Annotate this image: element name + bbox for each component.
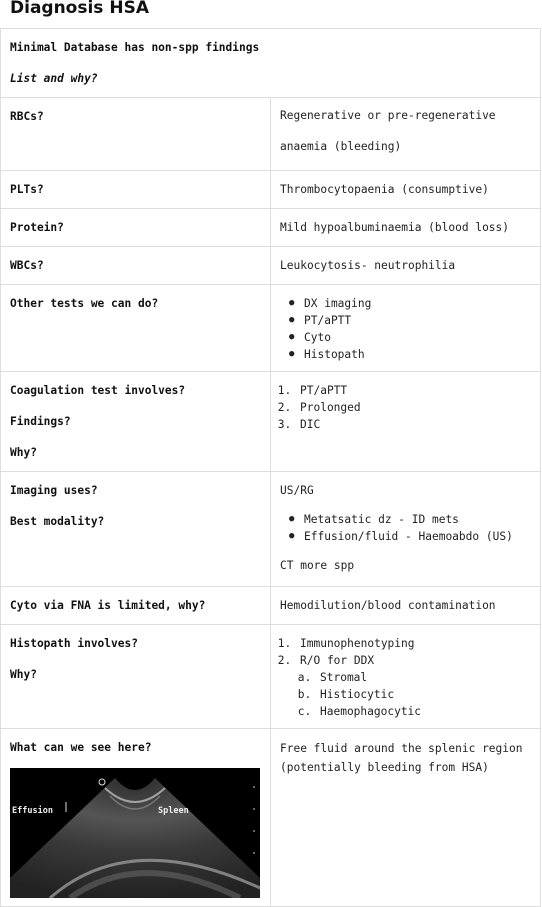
- answer-cell: [271, 98, 541, 171]
- answer-cell: Thrombocytopaenia (consumptive): [271, 171, 541, 209]
- intro-line: Minimal Database has non-spp findings: [10, 41, 260, 54]
- answer-cell: [271, 729, 541, 907]
- question-text: Why?: [10, 668, 37, 681]
- answer-cell: [271, 625, 541, 729]
- effusion-label: Effusion: [12, 806, 53, 816]
- bullet-list: [280, 295, 531, 363]
- answer-cell: Hemodilution/blood contamination: [271, 587, 541, 625]
- table-row: [1, 247, 541, 285]
- answer-cell: [271, 285, 541, 372]
- question-text: What can we see here?: [10, 741, 152, 754]
- intro-cell: [1, 29, 541, 98]
- list-item: ● Cyto: [298, 329, 531, 346]
- page-title: Diagnosis HSA: [10, 0, 149, 18]
- table-row: [1, 729, 541, 907]
- question-cell: [1, 372, 271, 472]
- table-row: [1, 285, 541, 372]
- answer-cell: [271, 372, 541, 472]
- table-row: [1, 587, 541, 625]
- question-cell: [1, 729, 271, 907]
- list-item: [298, 652, 531, 720]
- answer-text: Regenerative or pre-regenerative anaemia (bleeding): [280, 109, 496, 153]
- table-row: [1, 472, 541, 587]
- question-text: Coagulation test involves?: [10, 384, 186, 397]
- question-cell: Cyto via FNA is limited, why?: [1, 587, 271, 625]
- list-item: 1. PT/aPTT: [298, 382, 531, 399]
- list-item: 2. Prolonged: [298, 399, 531, 416]
- question-cell: [1, 472, 271, 587]
- question-cell: RBCs?: [1, 98, 271, 171]
- question-text: Imaging uses?: [10, 484, 98, 497]
- table-row: [1, 372, 541, 472]
- intro-question: List and why?: [10, 72, 98, 85]
- list-item: 3. DIC: [298, 416, 531, 433]
- answer-cell: [271, 472, 541, 587]
- numbered-list: [280, 635, 531, 720]
- question-text: Why?: [10, 446, 37, 459]
- answer-cell: Leukocytosis- neutrophilia: [271, 247, 541, 285]
- question-text: Histopath involves?: [10, 637, 138, 650]
- list-item: ● DX imaging: [298, 295, 531, 312]
- list-item: ● Effusion/fluid - Haemoabdo (US): [298, 528, 531, 545]
- answer-text: US/RG: [280, 484, 314, 497]
- list-item: ● Histopath: [298, 346, 531, 363]
- question-cell: Other tests we can do?: [1, 285, 271, 372]
- list-item: 1. Immunophenotyping: [298, 635, 531, 652]
- question-text: Findings?: [10, 415, 71, 428]
- intro-row: [1, 29, 541, 98]
- question-cell: [1, 625, 271, 729]
- table-row: [1, 209, 541, 247]
- list-item: ● Metatsatic dz - ID mets: [298, 511, 531, 528]
- question-cell: WBCs?: [1, 247, 271, 285]
- sub-list-item: c. Haemophagocytic: [318, 703, 531, 720]
- question-cell: Protein?: [1, 209, 271, 247]
- question-text: Best modality?: [10, 515, 105, 528]
- list-item: ● PT/aPTT: [298, 312, 531, 329]
- answer-cell: Mild hypoalbuminaemia (blood loss): [271, 209, 541, 247]
- sub-list-item: b. Histiocytic: [318, 686, 531, 703]
- diagnosis-table: [0, 28, 541, 907]
- list-item-label: R/O for DDX: [300, 654, 375, 667]
- table-row: [1, 98, 541, 171]
- spleen-label: Spleen: [158, 806, 189, 816]
- answer-text: CT more spp: [280, 559, 355, 572]
- bullet-list: [280, 511, 531, 545]
- numbered-list: [280, 382, 531, 433]
- table-row: [1, 625, 541, 729]
- sub-list: [300, 669, 531, 720]
- table-row: [1, 171, 541, 209]
- question-cell: PLTs?: [1, 171, 271, 209]
- sub-list-item: a. Stromal: [318, 669, 531, 686]
- answer-text: Free fluid around the splenic region (potentially bleeding from HSA): [280, 742, 523, 774]
